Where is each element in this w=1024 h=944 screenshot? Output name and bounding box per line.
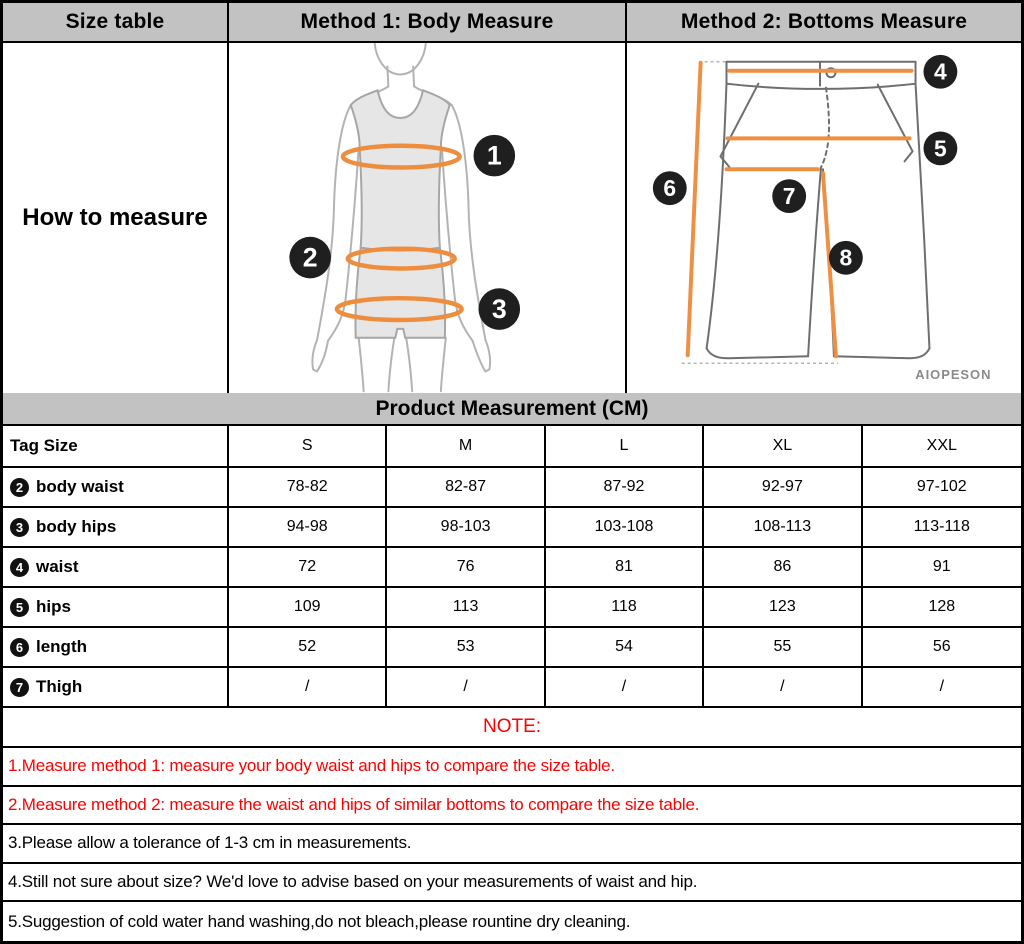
marker-3	[478, 288, 520, 330]
marker-5-label: 5	[934, 135, 947, 162]
marker-5	[923, 131, 957, 165]
note-row-4	[3, 864, 1021, 903]
note-text: 4.Still not sure about size? We'd love to advise based on your measurements of waist and hip.	[8, 872, 698, 892]
note-row-2	[3, 787, 1021, 826]
value-cell	[387, 468, 545, 506]
method1-header	[229, 3, 627, 43]
length-measure-line	[688, 63, 701, 356]
note-title-row	[3, 708, 1021, 748]
value-s: 109	[293, 598, 321, 615]
row-label-cell	[3, 588, 229, 626]
marker-6-label: 6	[663, 175, 677, 202]
row-label-cell	[3, 668, 229, 706]
marker-3-label: 3	[491, 293, 507, 324]
value-cell	[546, 548, 704, 586]
body-measure-diagram-cell	[229, 43, 627, 393]
row-label: Thigh	[36, 677, 83, 696]
value-xl: 92-97	[761, 478, 803, 495]
right-leg	[406, 338, 446, 391]
column-header-l-label: L	[619, 437, 629, 454]
size-table-header	[3, 3, 229, 43]
left-hand	[312, 340, 328, 372]
value-cell	[229, 628, 387, 666]
value-cell	[863, 628, 1021, 666]
marker-7	[772, 179, 806, 213]
diagram-row	[3, 43, 1021, 393]
value-m: 113	[452, 598, 479, 615]
note-text: 3.Please allow a tolerance of 1-3 cm in measurements.	[8, 833, 412, 853]
note-row-1	[3, 748, 1021, 787]
note-text: 1.Measure method 1: measure your body waist and hips to compare the size table.	[8, 756, 615, 776]
value-m: 98-103	[440, 518, 491, 535]
left-hem	[707, 348, 808, 358]
right-outer-seam	[916, 84, 930, 349]
circled-number-icon: 6	[10, 638, 29, 657]
how-to-measure-cell	[3, 43, 229, 393]
value-xxl: /	[939, 678, 945, 695]
note-text: 5.Suggestion of cold water hand washing,do not bleach,please rountine dry cleaning.	[8, 911, 631, 931]
note-row-5	[3, 902, 1021, 941]
size-table-header-label: Size table	[65, 10, 165, 33]
circled-number-icon: 5	[10, 598, 29, 617]
value-cell	[704, 508, 862, 546]
value-cell	[229, 588, 387, 626]
shorts-garment	[355, 248, 445, 338]
value-cell	[546, 668, 704, 706]
column-header-m	[387, 426, 545, 466]
value-xl: 55	[773, 638, 792, 655]
note-text: 2.Measure method 2: measure the waist and hips of similar bottoms to compare the size table.	[8, 794, 700, 814]
right-pocket	[878, 85, 913, 162]
value-xxl: 113-118	[913, 518, 970, 535]
value-m: 76	[456, 558, 475, 575]
value-s: 78-82	[286, 478, 328, 495]
table-row-body-waist	[3, 468, 1021, 508]
method2-header	[627, 3, 1021, 43]
value-s: 72	[298, 558, 317, 575]
value-xl: 86	[773, 558, 792, 575]
column-header-xl	[704, 426, 862, 466]
value-cell	[704, 468, 862, 506]
body-figure-diagram	[229, 43, 625, 393]
row-label-cell	[3, 628, 229, 666]
row-label: body hips	[36, 517, 117, 536]
guide-dashes	[682, 62, 838, 363]
value-cell	[229, 508, 387, 546]
row-label: waist	[36, 557, 79, 576]
marker-8-label: 8	[839, 244, 853, 271]
value-xxl: 56	[932, 638, 951, 655]
value-cell	[229, 668, 387, 706]
value-l: /	[621, 678, 627, 695]
row-label-cell	[3, 468, 229, 506]
value-xl: 108-113	[753, 518, 812, 535]
product-measurement-header	[3, 393, 1021, 426]
tag-size-label: Tag Size	[10, 436, 78, 455]
circled-number-icon: 3	[10, 518, 29, 537]
marker-4	[923, 55, 957, 89]
column-header-xxl	[863, 426, 1021, 466]
circled-number-icon: 7	[10, 678, 29, 697]
column-header-xxl-label: XXL	[926, 437, 957, 454]
row-label: body waist	[36, 477, 124, 496]
value-cell	[546, 628, 704, 666]
how-to-measure-label: How to measure	[22, 204, 208, 231]
left-outer-seam	[707, 84, 727, 349]
tank-top	[351, 90, 450, 251]
bottoms-diagram	[627, 43, 1021, 393]
marker-1	[474, 135, 516, 177]
value-cell	[387, 628, 545, 666]
table-row-length	[3, 628, 1021, 668]
value-cell	[704, 548, 862, 586]
circled-number-icon: 4	[10, 558, 29, 577]
row-label: hips	[36, 597, 71, 616]
note-title-label: NOTE:	[482, 716, 542, 737]
table-row-waist	[3, 548, 1021, 588]
column-header-s-label: S	[301, 437, 313, 454]
notes-area	[3, 748, 1021, 941]
value-cell	[704, 588, 862, 626]
bottoms-measure-diagram-cell	[627, 43, 1021, 393]
value-cell	[863, 588, 1021, 626]
marker-8	[829, 241, 863, 275]
value-l: 87-92	[603, 478, 645, 495]
marker-2-label: 2	[302, 242, 318, 273]
marker-4-label: 4	[934, 58, 947, 85]
value-cell	[229, 468, 387, 506]
value-cell	[704, 628, 862, 666]
value-xxl: 91	[932, 558, 951, 575]
neck-outline	[387, 67, 414, 87]
value-cell	[863, 548, 1021, 586]
marker-2	[289, 237, 331, 279]
value-s: /	[304, 678, 310, 695]
value-cell	[387, 588, 545, 626]
marker-7-label: 7	[782, 183, 796, 210]
brand-text: AIOPESON	[915, 367, 992, 383]
column-header-l	[546, 426, 704, 466]
value-cell	[546, 468, 704, 506]
row-label-cell	[3, 548, 229, 586]
row-label: length	[36, 637, 87, 656]
method2-header-label: Method 2: Bottoms Measure	[680, 10, 968, 33]
marker-1-label: 1	[486, 140, 502, 171]
right-hand	[473, 340, 491, 372]
table-row-hips	[3, 588, 1021, 628]
value-l: 118	[611, 598, 637, 615]
left-inner-seam	[808, 167, 821, 356]
value-xl: 123	[769, 598, 796, 615]
value-cell	[704, 668, 862, 706]
value-m: 53	[456, 638, 475, 655]
value-cell	[387, 548, 545, 586]
right-hem	[834, 348, 930, 358]
value-cell	[387, 508, 545, 546]
value-cell	[387, 668, 545, 706]
left-leg	[359, 338, 395, 391]
value-xl: /	[780, 678, 785, 695]
value-m: 82-87	[445, 478, 487, 495]
value-l: 103-108	[594, 518, 654, 535]
value-s: 94-98	[286, 518, 328, 535]
value-cell	[546, 508, 704, 546]
note-row-3	[3, 825, 1021, 864]
shorts-outline	[707, 62, 930, 358]
value-cell	[863, 508, 1021, 546]
value-cell	[229, 548, 387, 586]
circled-number-icon: 2	[10, 478, 29, 497]
column-header-s	[229, 426, 387, 466]
table-row-thigh	[3, 668, 1021, 708]
top-header-row	[3, 3, 1021, 43]
tag-size-cell	[3, 426, 229, 466]
value-m: /	[463, 678, 468, 695]
value-cell	[863, 468, 1021, 506]
value-xxl: 97-102	[916, 478, 967, 495]
table-row-body-hips	[3, 508, 1021, 548]
size-columns-row	[3, 426, 1021, 468]
row-label-cell	[3, 508, 229, 546]
value-l: 81	[615, 558, 633, 575]
value-s: 52	[298, 638, 317, 655]
fly-dashed-line	[821, 88, 829, 168]
value-cell	[863, 668, 1021, 706]
marker-6	[653, 171, 687, 205]
column-header-xl-label: XL	[772, 437, 793, 454]
product-measurement-label: Product Measurement (CM)	[375, 396, 649, 420]
measure-lines	[688, 63, 912, 357]
method1-header-label: Method 1: Body Measure	[300, 10, 554, 33]
value-cell	[546, 588, 704, 626]
head-outline	[375, 43, 426, 74]
column-header-m-label: M	[458, 437, 473, 454]
value-xxl: 128	[928, 598, 956, 615]
value-l: 54	[615, 638, 633, 655]
